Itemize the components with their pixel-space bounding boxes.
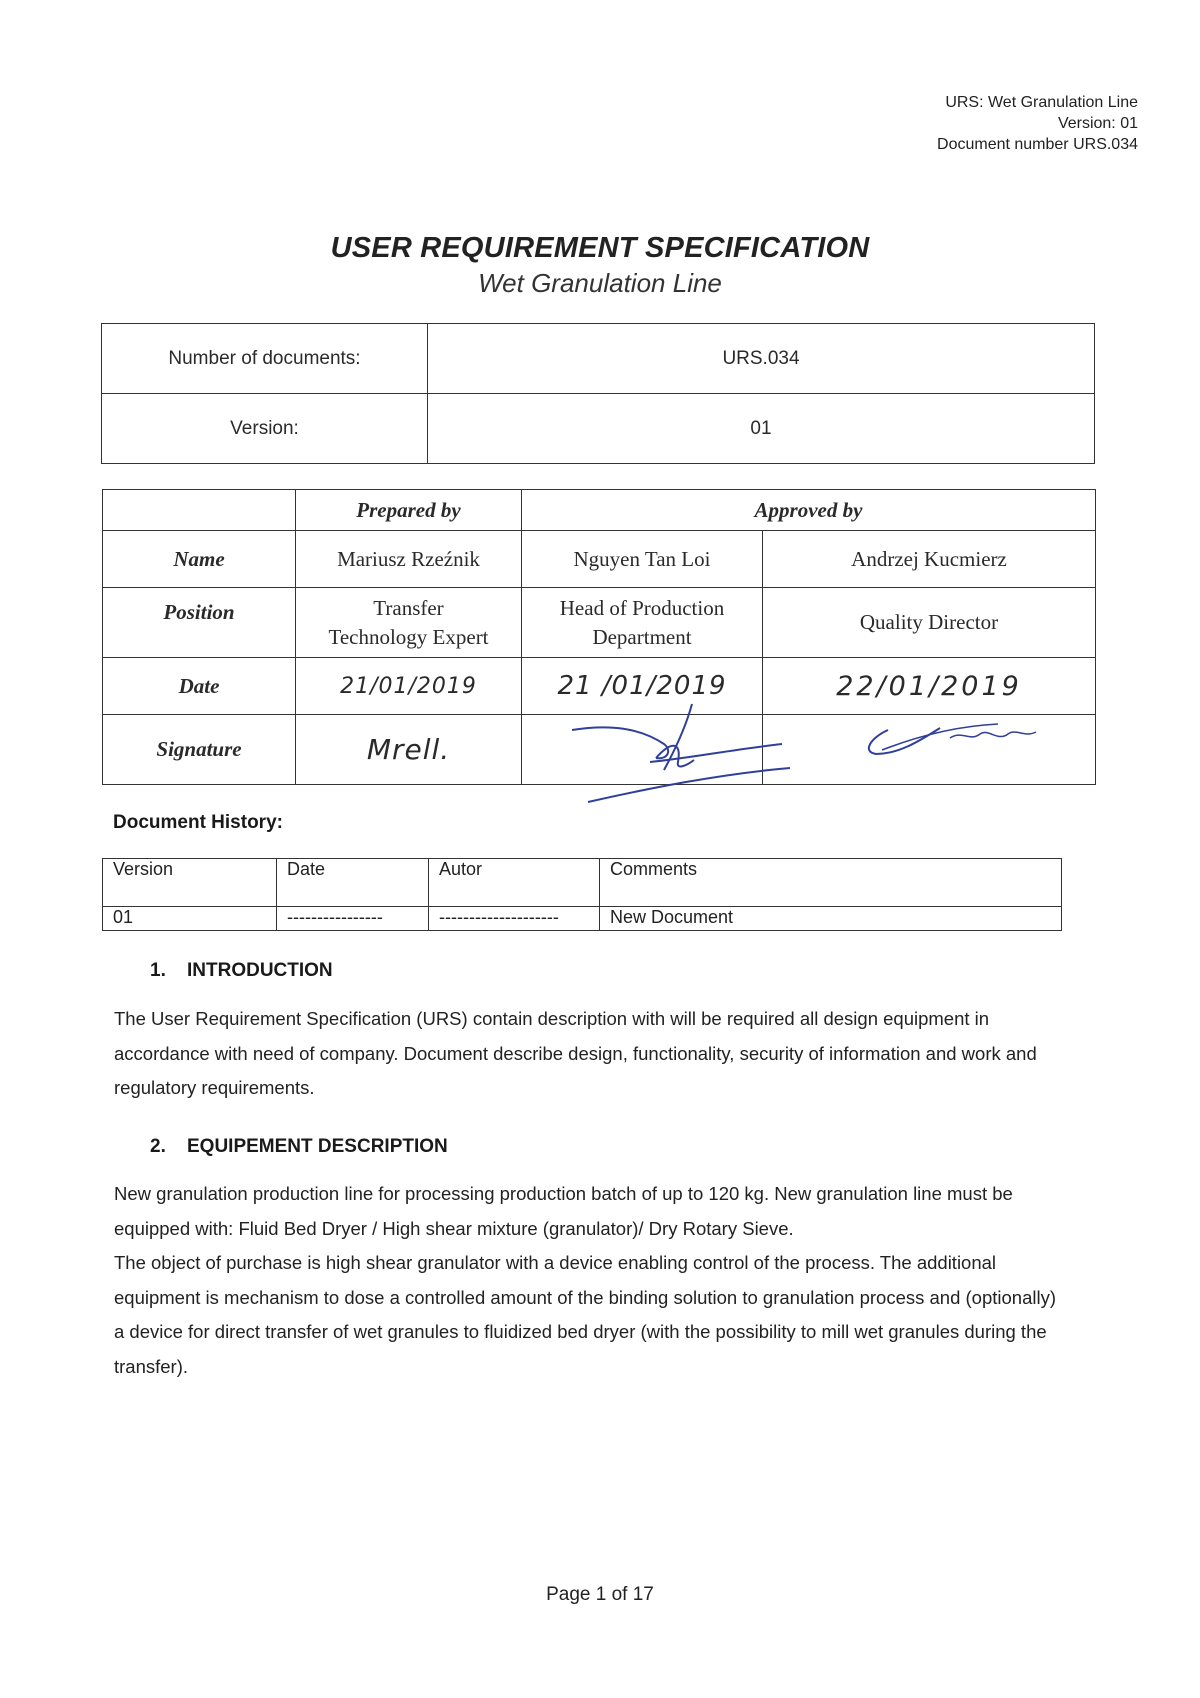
version-value: 01 (428, 394, 1095, 464)
section-1-line: The User Requirement Specification (URS) contain description with will be required all design equipment in (114, 1008, 990, 1029)
approver-1-name: Nguyen Tan Loi (522, 531, 763, 588)
section-2-heading (150, 1136, 448, 1158)
approval-header-row (103, 490, 1096, 531)
history-col-author: Autor (429, 859, 600, 907)
section-1-title: INTRODUCTION (187, 960, 333, 981)
history-version-cell: 01 (103, 907, 277, 931)
doc-count-row (102, 324, 1095, 394)
section-2-body (114, 1177, 1154, 1384)
preparer-position (296, 588, 522, 658)
position-label: Position (103, 588, 296, 658)
approver-2-date: 22/01/2019 (763, 658, 1096, 715)
page-number: Page 1 of 17 (546, 1584, 654, 1605)
header-doc-title: URS: Wet Granulation Line (945, 94, 1138, 111)
approver-1-position-line1: Head of Production (559, 595, 725, 620)
preparer-signature: Mrell. (296, 715, 522, 785)
document-info-table (101, 323, 1095, 464)
history-col-version: Version (103, 859, 277, 907)
section-2-line: The object of purchase is high shear granulator with a device enabling control of the process. The additional (114, 1252, 997, 1273)
history-date-cell: ---------------- (277, 907, 429, 931)
header-version: Version: 01 (1057, 115, 1138, 132)
name-row (103, 531, 1096, 588)
document-history-table (102, 858, 1062, 931)
approver-2-position (763, 588, 1096, 658)
position-row (103, 588, 1096, 658)
section-2-line: New granulation production line for processing production batch of up to 120 kg. New granulation line must be (114, 1183, 1013, 1204)
page-title: USER REQUIREMENT SPECIFICATION (330, 232, 870, 264)
version-row (102, 394, 1095, 464)
preparer-position-line1: Transfer (373, 595, 444, 620)
approver-1-position (522, 588, 763, 658)
section-1-body (114, 1002, 1154, 1106)
history-author-cell: -------------------- (429, 907, 600, 931)
preparer-position-line2: Technology Expert (328, 624, 489, 649)
section-1-heading (150, 960, 333, 982)
section-2-line: equipped with: Fluid Bed Dryer / High shear mixture (granulator)/ Dry Rotary Sieve. (114, 1217, 794, 1239)
section-2-line: equipment is mechanism to dose a controlled amount of the binding solution to granulation process and (optionally) (114, 1286, 1057, 1308)
history-col-comments: Comments (600, 859, 1062, 907)
version-label: Version: (102, 394, 428, 464)
history-col-date: Date (277, 859, 429, 907)
section-2-line: a device for direct transfer of wet granules to fluidized bed dryer (with the possibility to mill wet granules during the (114, 1321, 1047, 1342)
signature-label: Signature (103, 715, 296, 785)
approver-2-position-line1: Quality Director (859, 610, 999, 634)
table-row (103, 907, 1062, 931)
section-1-line: accordance with need of company. Document describe design, functionality, security of information and work and (114, 1042, 1037, 1064)
section-2-line: transfer). (114, 1355, 189, 1377)
approver-1-signature-drawing (560, 700, 800, 810)
section-1-line: regulatory requirements. (114, 1077, 315, 1098)
date-label: Date (103, 658, 296, 715)
approval-corner-cell (103, 490, 296, 531)
section-2-number: 2. (150, 1136, 166, 1157)
document-header (937, 92, 1138, 155)
doc-count-label: Number of documents: (102, 324, 428, 394)
approved-by-header: Approved by (522, 490, 1096, 531)
prepared-by-header: Prepared by (296, 490, 522, 531)
section-1-number: 1. (150, 960, 166, 981)
preparer-name: Mariusz Rzeźnik (296, 531, 522, 588)
approver-1-date: 21 /01/2019 (522, 658, 763, 715)
preparer-date: 21/01/2019 (296, 658, 522, 715)
history-header-row (103, 859, 1062, 907)
section-2-title: EQUIPEMENT DESCRIPTION (187, 1136, 448, 1157)
history-comments-cell: New Document (600, 907, 1062, 931)
approver-2-name: Andrzej Kucmierz (763, 531, 1096, 588)
approver-2-signature-drawing (858, 716, 1038, 766)
header-doc-number: Document number URS.034 (937, 136, 1138, 153)
document-history-label: Document History: (113, 812, 283, 833)
page-subtitle: Wet Granulation Line (478, 268, 722, 298)
approver-1-position-line2: Department (592, 624, 692, 649)
name-label: Name (103, 531, 296, 588)
doc-count-value: URS.034 (428, 324, 1095, 394)
